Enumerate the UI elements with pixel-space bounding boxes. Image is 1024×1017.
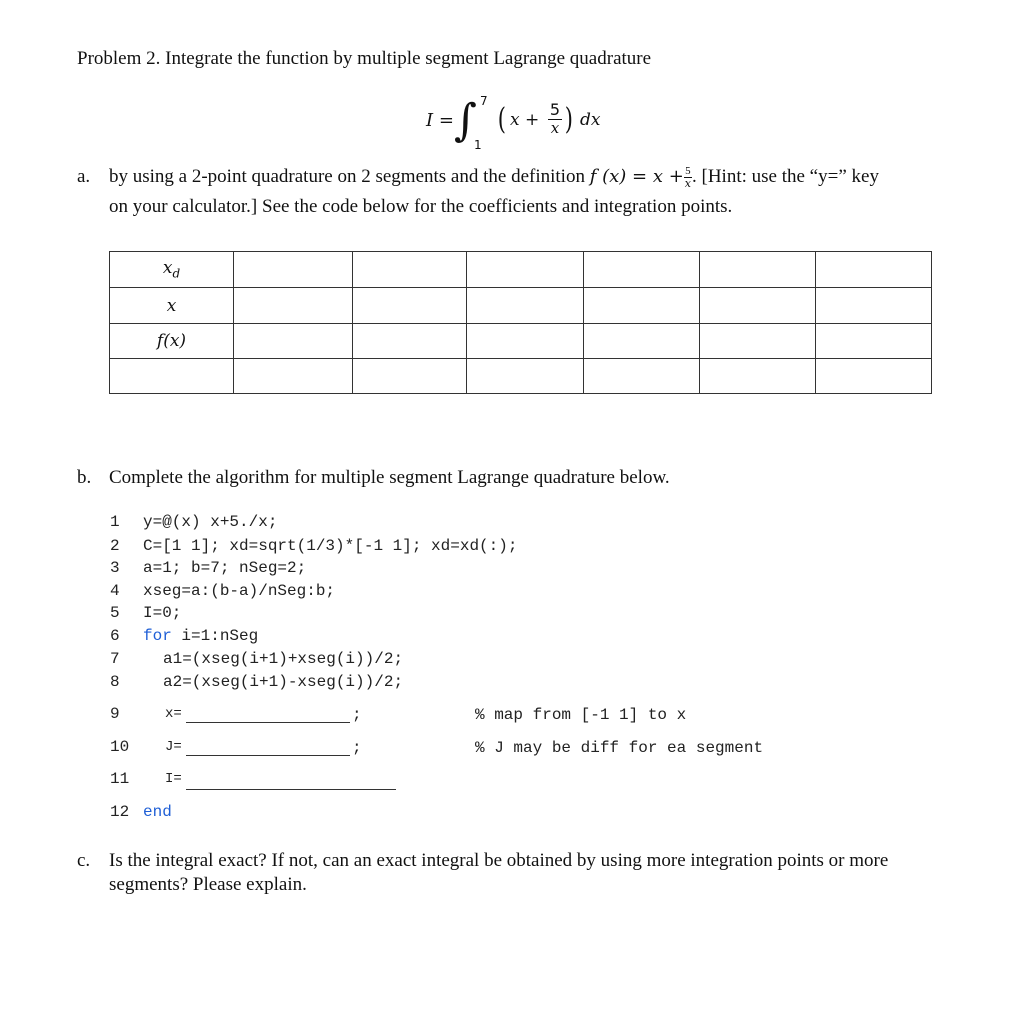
table-cell[interactable] [467,324,584,359]
table-cell[interactable] [234,324,353,359]
integral-lower-limit: 1 [474,138,482,152]
code-text: i=1:nSeg [171,627,259,645]
code-semicolon: ; [352,706,362,724]
code-line-number: 10 [110,738,130,756]
row-label-x: x [110,288,234,324]
table-cell[interactable] [584,324,700,359]
row-label-fx: f(x) [110,324,234,359]
integral-sign: ∫ [454,95,477,146]
left-paren: ( [497,102,506,137]
table-cell[interactable] [353,324,467,359]
part-a-line2: on your calculator.] See the code below for the coefficients and integration points. [109,196,733,217]
table-cell[interactable] [816,359,932,394]
code-line: J= [165,739,182,755]
part-a-line1-post: . [Hint: use the “y=” key [692,166,879,187]
part-c-line1: Is the integral exact? If not, can an exact integral be obtained by using more integration points or more [109,850,889,871]
table-cell[interactable] [700,359,816,394]
code-line: I=0; [143,604,182,622]
answer-table [109,251,932,394]
part-a-definition: f (x) = x + [589,166,684,187]
integral-equation [426,94,606,154]
table-cell[interactable] [353,359,467,394]
code-line: x= [165,706,182,722]
code-line: a=1; b=7; nSeg=2; [143,559,307,577]
part-a-line1-pre: by using a 2-point quadrature on 2 segments and the definition [109,166,590,187]
row-label-empty[interactable] [110,359,234,394]
part-a-def-denominator: x [684,177,691,191]
table-cell[interactable] [700,252,816,288]
dx: dx [580,110,601,130]
keyword-for: for [143,627,172,645]
code-line-number: 12 [110,803,130,821]
code-line-number: 1 [110,513,120,531]
code-comment: % map from [-1 1] to x [475,706,687,724]
table-cell[interactable] [467,359,584,394]
integrand-left: x + [510,110,540,130]
code-line-number: 8 [110,673,120,691]
problem-title: Problem 2. Integrate the function by multiple segment Lagrange quadrature [77,48,652,69]
code-line-number: 6 [110,627,120,645]
keyword-end: end [143,803,172,821]
code-line: y=@(x) x+5./x; [143,513,278,531]
table-row [110,288,932,324]
table-cell[interactable] [234,359,353,394]
code-line [143,627,258,645]
blank-j[interactable] [186,739,350,756]
blank-x[interactable] [186,706,350,723]
part-c-line2: segments? Please explain. [109,874,307,895]
code-line-number: 9 [110,705,120,723]
code-line-number: 11 [110,770,130,788]
table-cell[interactable] [234,252,353,288]
equation-lhs: I = [426,110,454,131]
integrand-fraction [548,102,562,136]
blank-i[interactable] [186,772,396,790]
code-line-number: 5 [110,604,120,622]
integral-upper-limit: 7 [480,94,488,108]
code-line: C=[1 1]; xd=sqrt(1/3)*[-1 1]; xd=xd(:); [143,537,518,555]
table-cell[interactable] [467,252,584,288]
table-row [110,324,932,359]
table-cell[interactable] [353,288,467,324]
code-line: a2=(xseg(i+1)-xseg(i))/2; [163,673,404,691]
code-line-number: 2 [110,537,120,555]
right-paren: ) [564,102,573,137]
table-cell[interactable] [816,324,932,359]
fraction-numerator: 5 [549,100,561,119]
part-a-def-numerator: 5 [685,165,691,178]
row-label-xd: $x_d$ [110,252,234,288]
part-b-marker: b. [77,467,92,488]
part-a-def-fraction [684,166,692,189]
part-c-marker: c. [77,850,91,871]
table-cell[interactable] [353,252,467,288]
part-a-line1 [109,165,879,189]
table-cell[interactable] [584,359,700,394]
table-cell[interactable] [816,252,932,288]
code-line: a1=(xseg(i+1)+xseg(i))/2; [163,650,404,668]
table-cell[interactable] [467,288,584,324]
part-a-marker: a. [77,166,91,187]
code-line-number: 4 [110,582,120,600]
fraction-denominator: x [550,119,560,137]
table-cell[interactable] [816,288,932,324]
code-line-number: 3 [110,559,120,577]
table-cell[interactable] [584,288,700,324]
table-row [110,252,932,288]
code-line-number: 7 [110,650,120,668]
code-line: xseg=a:(b-a)/nSeg:b; [143,582,336,600]
code-comment: % J may be diff for ea segment [475,739,764,757]
table-cell[interactable] [584,252,700,288]
table-row [110,359,932,394]
part-b-text: Complete the algorithm for multiple segment Lagrange quadrature below. [109,467,670,488]
table-cell[interactable] [700,288,816,324]
table-cell[interactable] [234,288,353,324]
code-line: I= [165,771,182,787]
code-semicolon: ; [352,739,362,757]
table-cell[interactable] [700,324,816,359]
